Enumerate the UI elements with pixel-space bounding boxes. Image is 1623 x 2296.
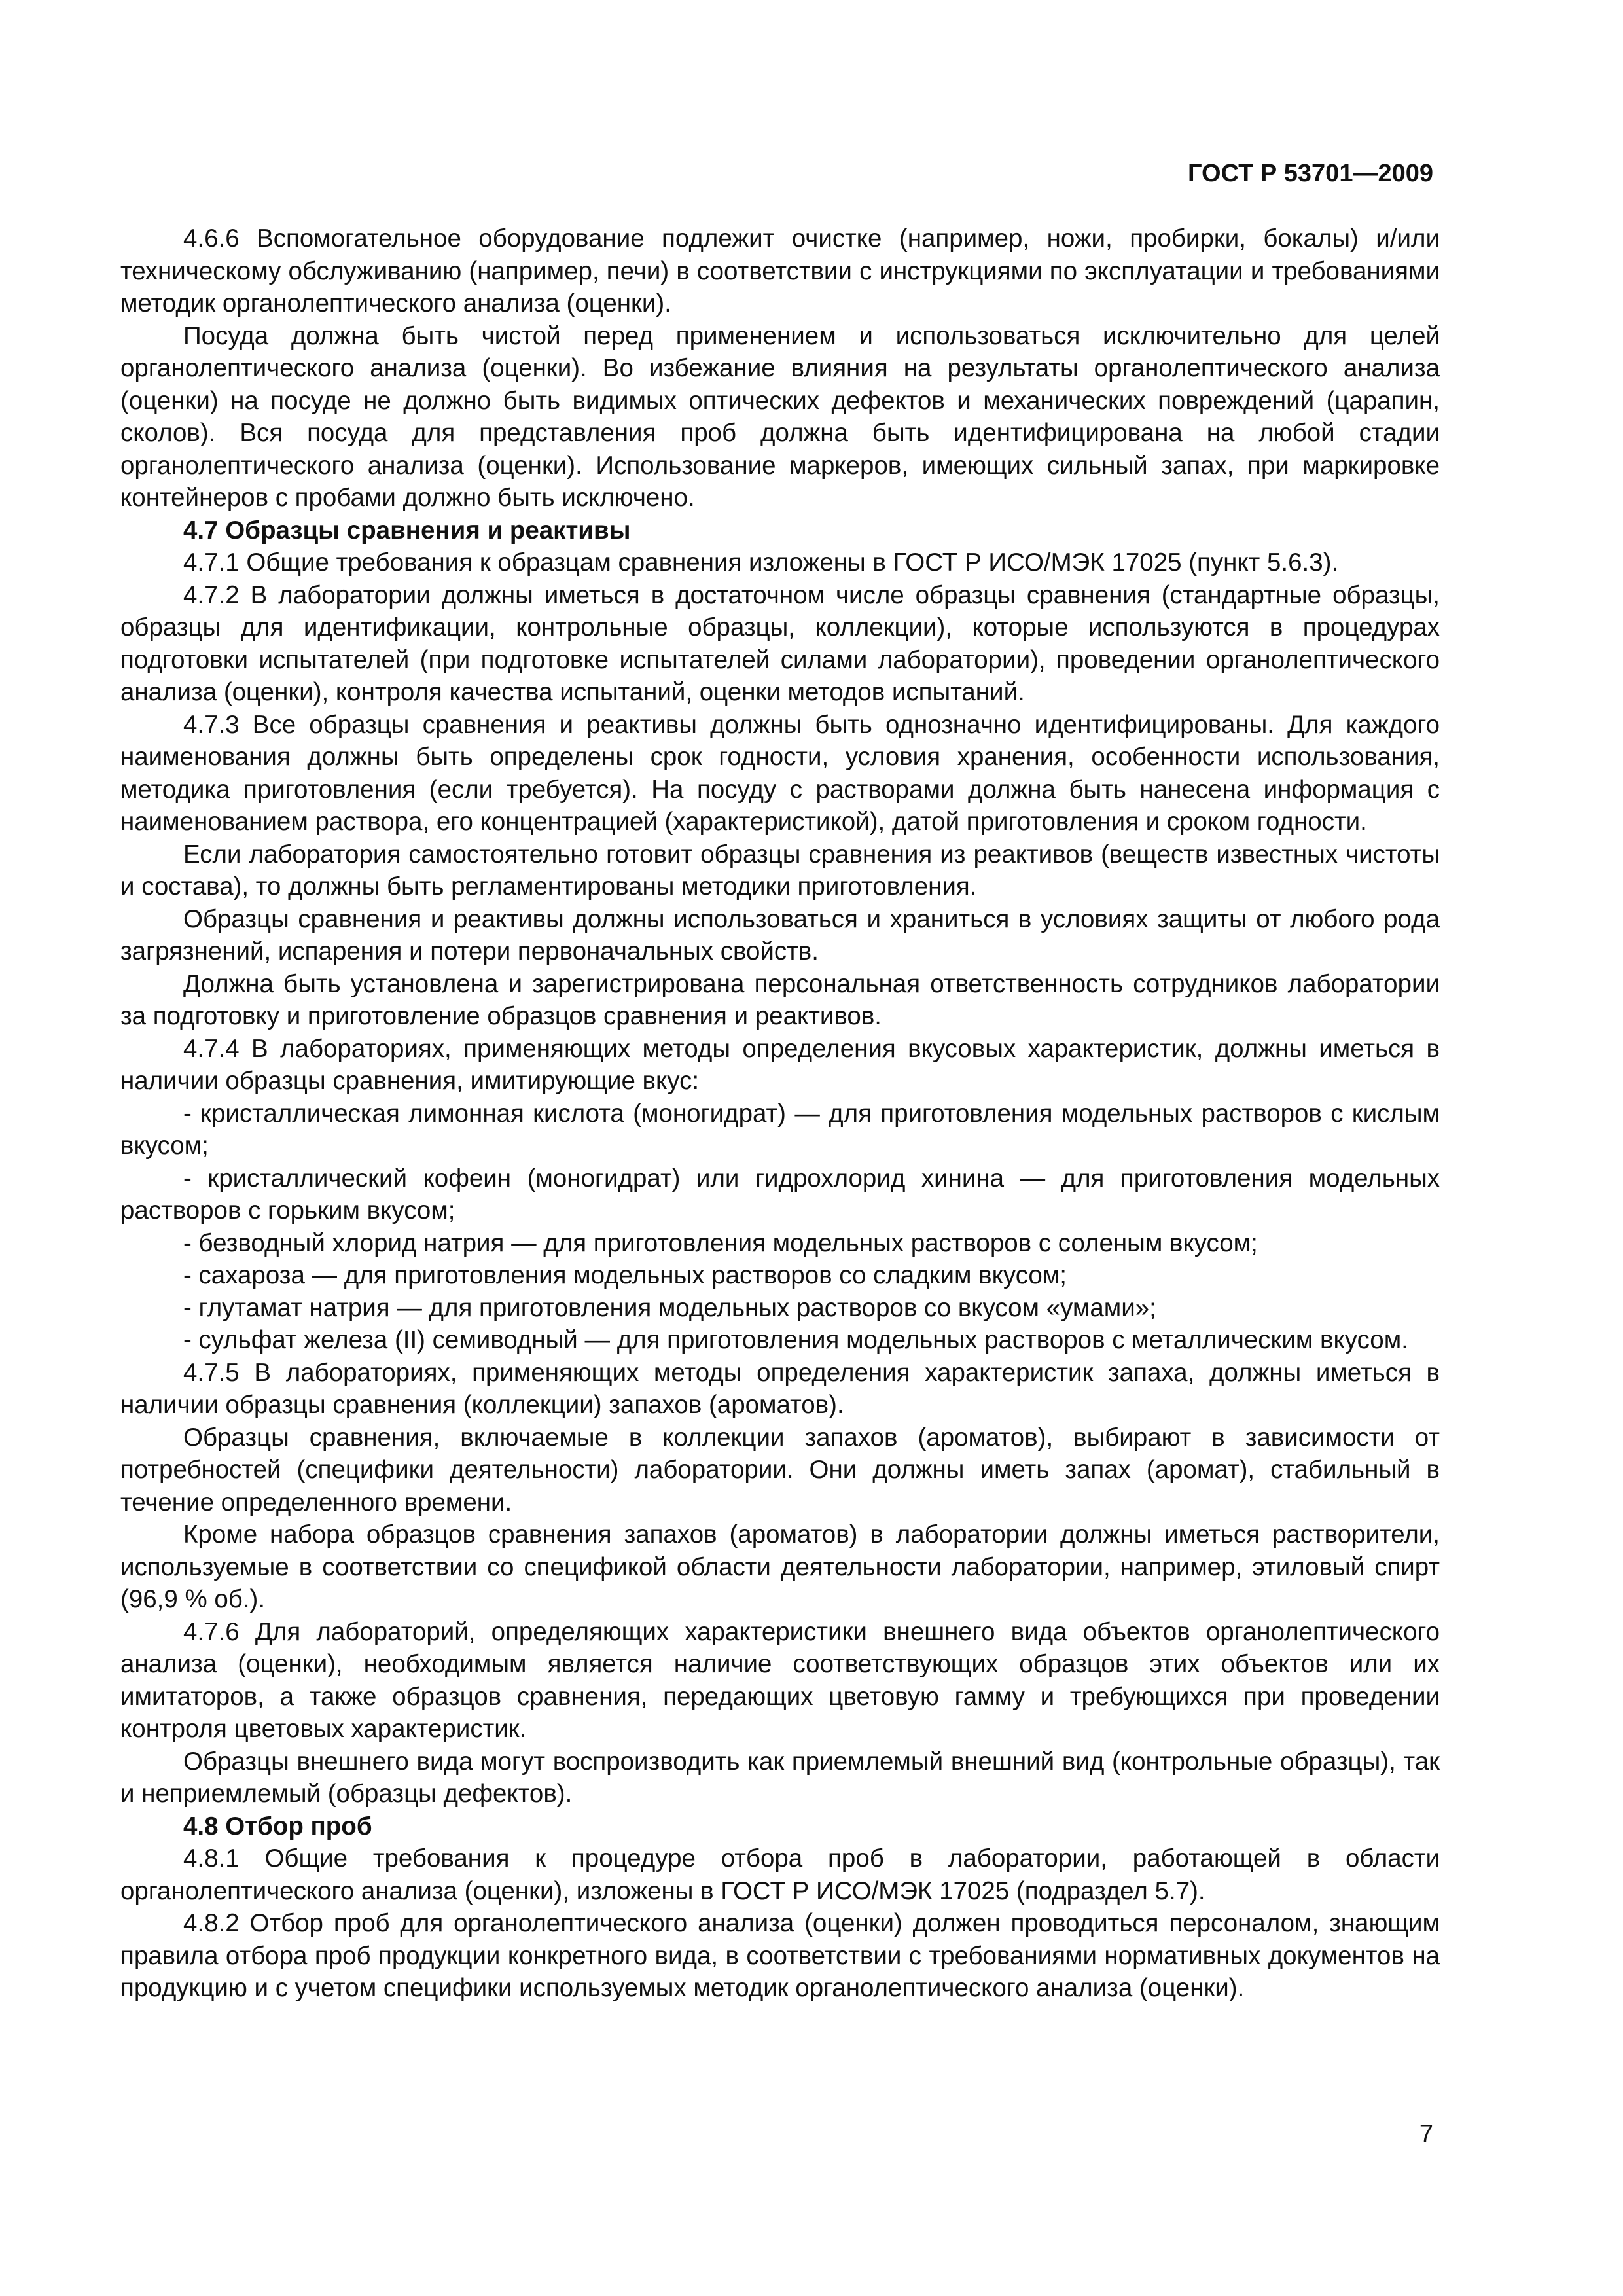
list-item-bitter: - кристаллический кофеин (моногидрат) или гидрохлорид хинина — для приготовления модельных растворов с горьким вкусом; (120, 1164, 1440, 1225)
paragraph-4-7-5: 4.7.5 В лабораториях, применяющих методы определения характеристик запаха, должны иметься в наличии образцы сравнения (коллекции) запахов (ароматов). (120, 1358, 1440, 1419)
paragraph-4-6-6: 4.6.6 Вспомогательное оборудование подлежит очистке (например, ножи, пробирки, бокалы) и/или техническому обслуживанию (например, печи) в соответствии с инструкциями по эксплуатации и требованиями методик органолептического анализа (оценки). (120, 224, 1440, 317)
paragraph-dishware: Посуда должна быть чистой перед применением и использоваться исключительно для целей органолептического анализа (оценки). Во избежание влияния на результаты органолептического анализа (оценки) на посуде не должно быть видимых оптических дефектов и механических повреждений (царапин, сколов). Вся посуда для представления проб должна быть идентифицирована на любой стадии органолептического анализа (оценки). Использование маркеров, имеющих сильный запах, при маркировке контейнеров с пробами должно быть исключено. (120, 321, 1440, 512)
paragraph-4-7-3: 4.7.3 Все образцы сравнения и реактивы должны быть однозначно идентифицированы. Для каждого наименования должны быть определены срок годности, условия хранения, особенности использования, методика приготовления (если требуется). На посуду с растворами должна быть нанесена информация с наименованием раствора, его концентрацией (характеристикой), датой приготовления и сроком годности. (120, 710, 1440, 836)
list-item-umami: - глутамат натрия — для приготовления модельных растворов со вкусом «умами»; (183, 1293, 1156, 1322)
list-item-metallic: - сульфат железа (II) семиводный — для приготовления модельных растворов с металлическим вкусом. (183, 1326, 1408, 1354)
paragraph-appearance-samples: Образцы внешнего вида могут воспроизводить как приемлемый внешний вид (контрольные образцы), так и неприемлемый (образцы дефектов). (120, 1747, 1440, 1808)
document-body (120, 223, 1440, 2005)
paragraph-responsibility: Должна быть установлена и зарегистрирована персональная ответственность сотрудников лаборатории за подготовку и приготовление образцов сравнения и реактивов. (120, 969, 1440, 1030)
section-heading-4-8: 4.8 Отбор проб (183, 1812, 372, 1840)
paragraph-reagent-prep: Если лаборатория самостоятельно готовит образцы сравнения из реактивов (веществ известных чистоты и состава), то должны быть регламентированы методики приготовления. (120, 840, 1440, 901)
paragraph-storage: Образцы сравнения и реактивы должны использоваться и храниться в условиях защиты от любого рода загрязнений, испарения и потери первоначальных свойств. (120, 905, 1440, 965)
paragraph-4-8-2: 4.8.2 Отбор проб для органолептического анализа (оценки) должен проводиться персоналом, знающим правила отбора проб продукции конкретного вида, в соответствии с требованиями нормативных документов на продукцию и с учетом специфики используемых методик органолептического анализа (оценки). (120, 1909, 1440, 2002)
paragraph-4-7-6: 4.7.6 Для лабораторий, определяющих характеристики внешнего вида объектов органолептического анализа (оценки), необходимым является наличие соответствующих образцов этих объектов или их имитаторов, а также образцов сравнения, передающих цветовую гамму и требующихся при проведении контроля цветовых характеристик. (120, 1617, 1440, 1743)
paragraph-aroma-collections: Образцы сравнения, включаемые в коллекции запахов (ароматов), выбирают в зависимости от потребностей (специфики деятельности) лаборатории. Они должны иметь запах (аромат), стабильный в течение определенного времени. (120, 1423, 1440, 1516)
list-item-sweet: - сахароза — для приготовления модельных растворов со сладким вкусом; (183, 1261, 1067, 1289)
document-header: ГОСТ Р 53701—2009 (1188, 160, 1433, 187)
paragraph-4-7-4: 4.7.4 В лабораториях, применяющих методы определения вкусовых характеристик, должны иметься в наличии образцы сравнения, имитирующие вкус: (120, 1034, 1440, 1095)
list-item-sour: - кристаллическая лимонная кислота (моногидрат) — для приготовления модельных растворов с кислым вкусом; (120, 1099, 1440, 1160)
paragraph-4-7-1: 4.7.1 Общие требования к образцам сравнения изложены в ГОСТ Р ИСО/МЭК 17025 (пункт 5.6.3). (183, 548, 1339, 577)
page-number: 7 (1419, 2121, 1433, 2148)
paragraph-4-8-1: 4.8.1 Общие требования к процедуре отбора проб в лаборатории, работающей в области органолептического анализа (оценки), изложены в ГОСТ Р ИСО/МЭК 17025 (подраздел 5.7). (120, 1844, 1440, 1905)
list-item-salty: - безводный хлорид натрия — для приготовления модельных растворов с соленым вкусом; (183, 1229, 1258, 1257)
paragraph-solvents: Кроме набора образцов сравнения запахов (ароматов) в лаборатории должны иметься растворители, используемые в соответствии со спецификой области деятельности лаборатории, например, этиловый спирт (96,9 % об.). (120, 1520, 1440, 1613)
paragraph-4-7-2: 4.7.2 В лаборатории должны иметься в достаточном числе образцы сравнения (стандартные образцы, образцы для идентификации, контрольные образцы, коллекции), которые используются в процедурах подготовки испытателей (при подготовке испытателей силами лаборатории), проведении органолептического анализа (оценки), контроля качества испытаний, оценки методов испытаний. (120, 581, 1440, 706)
section-heading-4-7: 4.7 Образцы сравнения и реактивы (183, 516, 631, 545)
